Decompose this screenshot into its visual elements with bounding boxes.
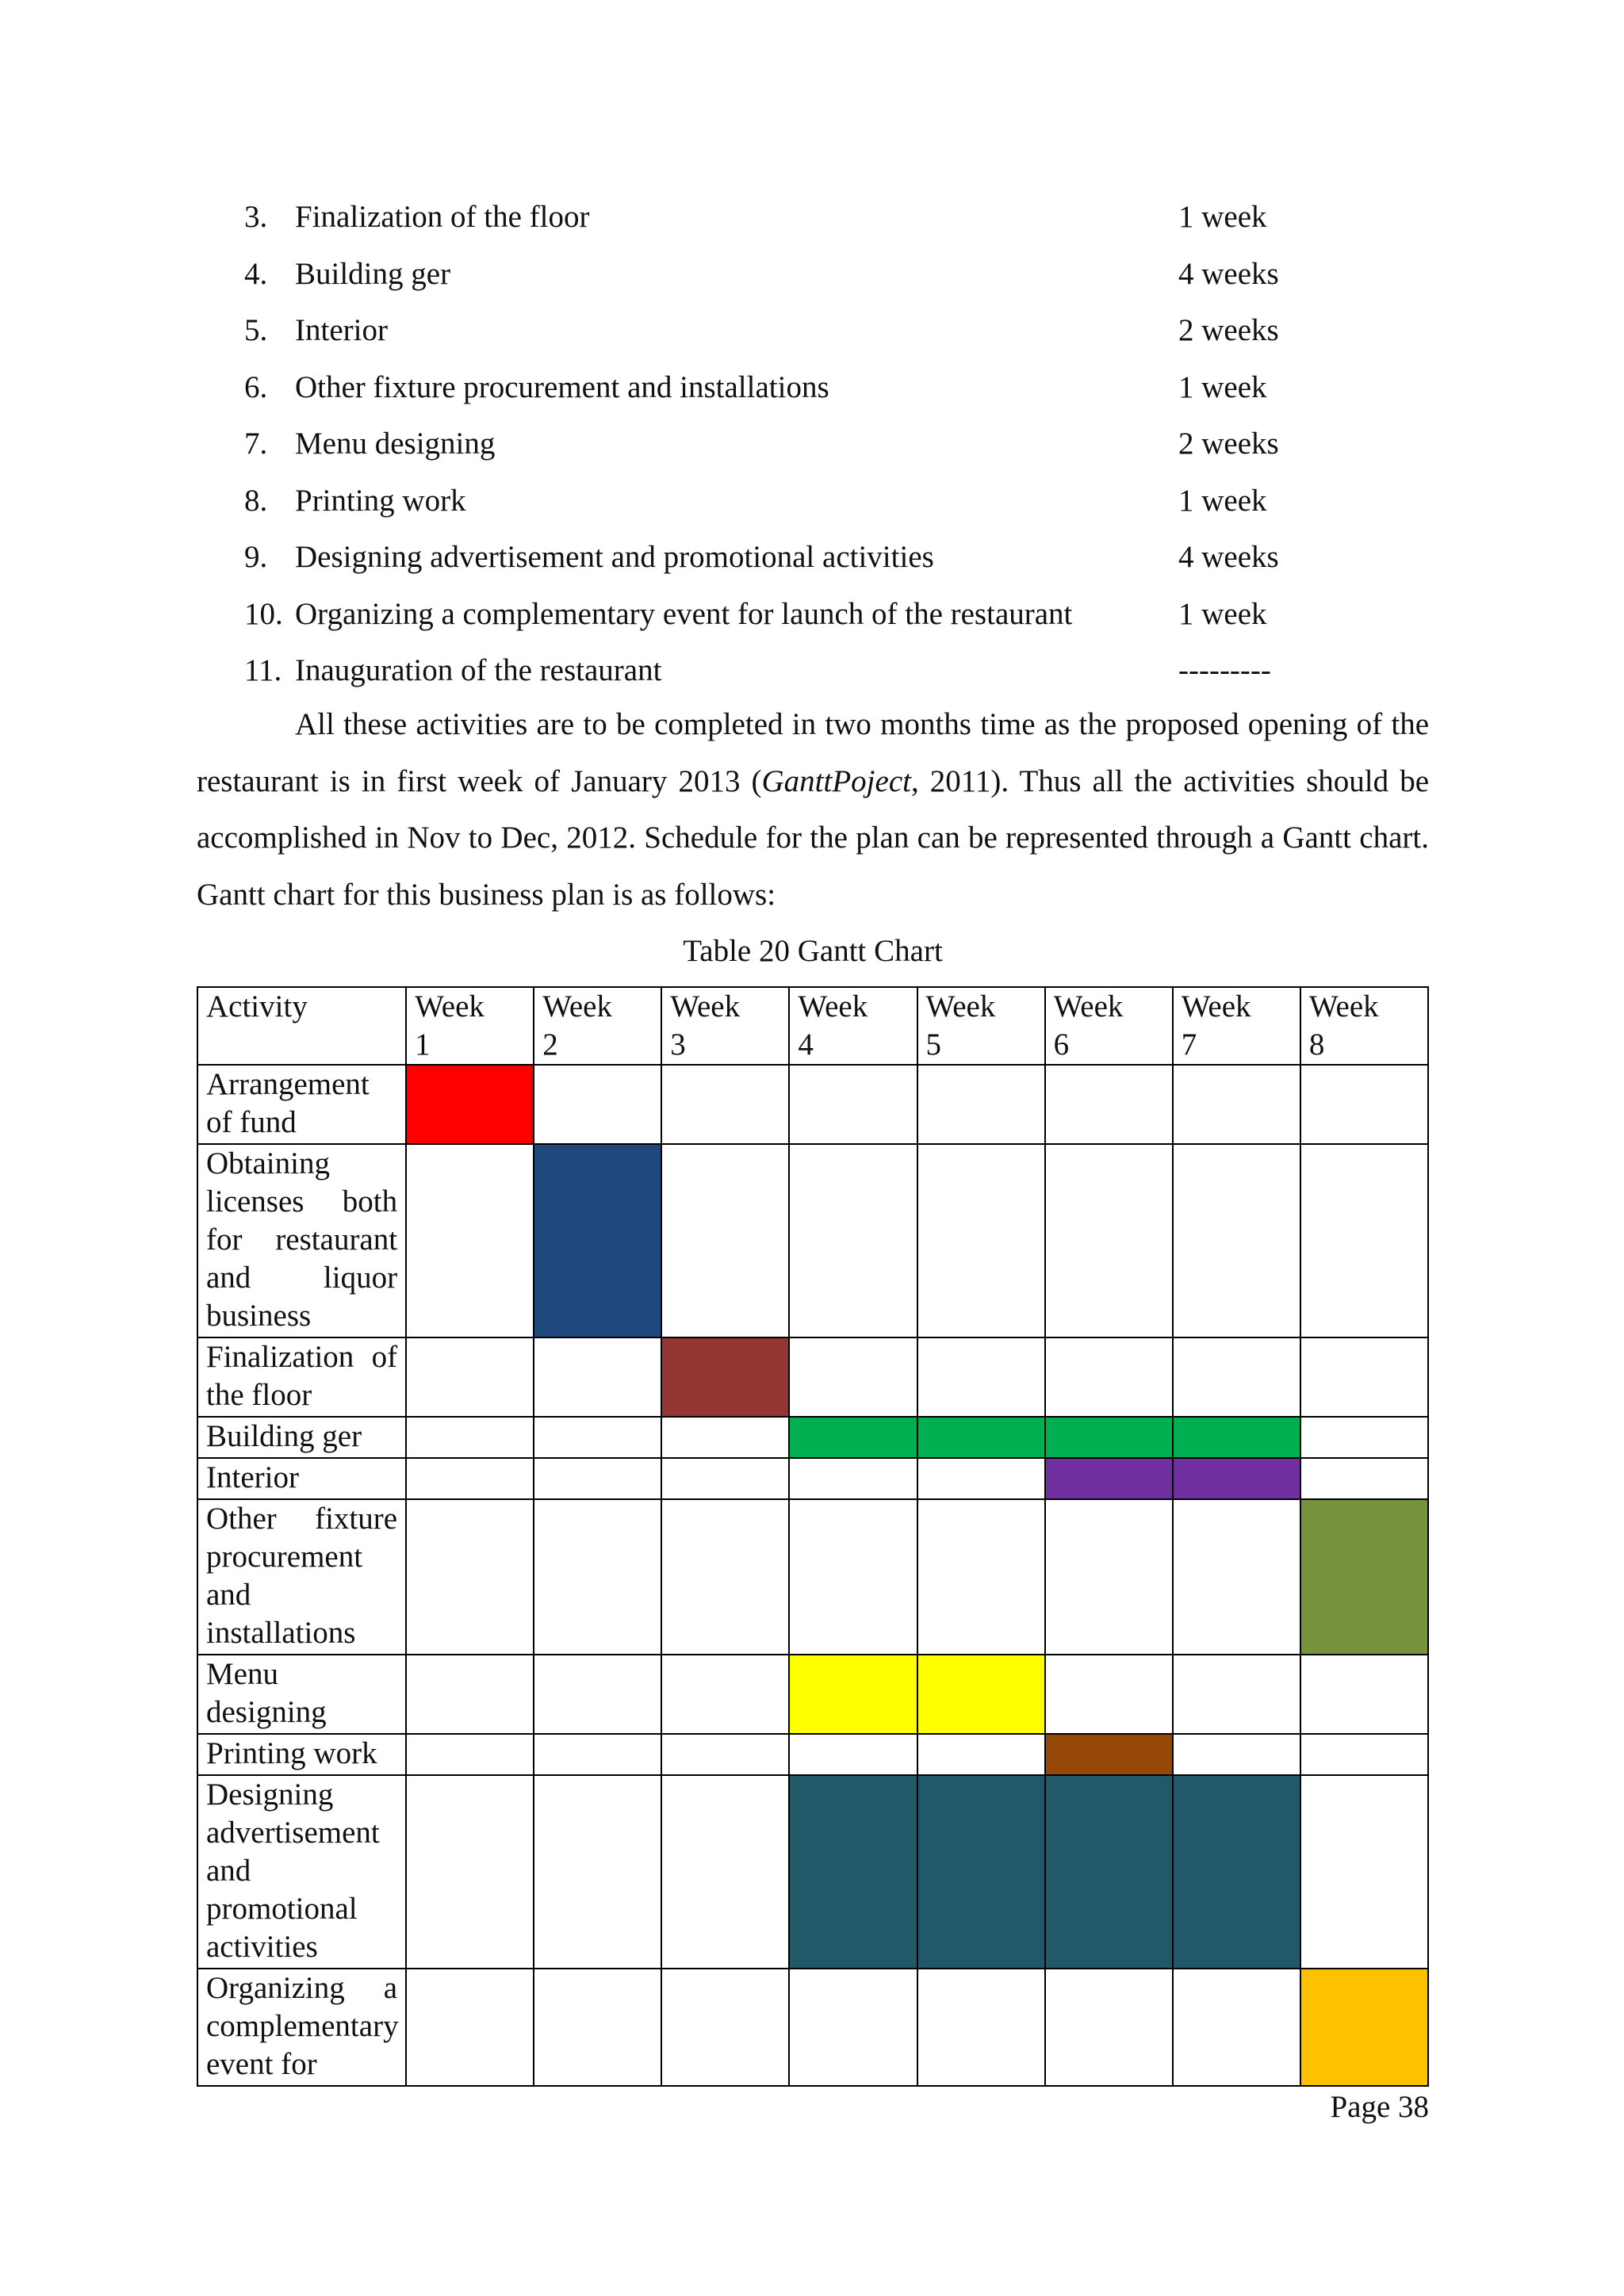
list-item-activity: Finalization of the floor xyxy=(295,200,590,234)
list-item-number: 5. xyxy=(244,313,268,347)
page-number: Page 38 xyxy=(1330,2090,1429,2124)
activity-cell: Interior xyxy=(197,1458,406,1499)
empty-week-cell xyxy=(534,1655,661,1734)
header-week-number: 2 xyxy=(542,1027,558,1062)
empty-week-cell xyxy=(789,1969,917,2086)
empty-week-cell xyxy=(534,1969,661,2086)
header-week-3 xyxy=(661,987,789,1065)
empty-week-cell xyxy=(534,1775,661,1969)
list-item-activity: Interior xyxy=(295,313,388,347)
activity-cell: Menu designing xyxy=(197,1655,406,1734)
table-row xyxy=(197,1969,1428,2086)
gantt-header-row xyxy=(197,987,1428,1065)
empty-week-cell xyxy=(917,1458,1045,1499)
empty-week-cell xyxy=(789,1499,917,1655)
activity-cell: Designing advertisement and promotional activities xyxy=(197,1775,406,1969)
empty-week-cell xyxy=(1300,1775,1428,1969)
empty-week-cell xyxy=(917,1065,1045,1144)
empty-week-cell xyxy=(917,1969,1045,2086)
empty-week-cell xyxy=(534,1417,661,1458)
empty-week-cell xyxy=(534,1337,661,1417)
gantt-bar-week-4 xyxy=(789,1775,917,1969)
empty-week-cell xyxy=(1173,1734,1300,1775)
list-item-duration: 4 weeks xyxy=(1178,540,1279,574)
body-paragraph xyxy=(197,696,1429,923)
gantt-bar-week-8 xyxy=(1300,1969,1428,2086)
empty-week-cell xyxy=(534,1499,661,1655)
header-week-number: 5 xyxy=(925,1027,942,1062)
empty-week-cell xyxy=(406,1775,534,1969)
gantt-bar-week-5 xyxy=(917,1655,1045,1734)
list-item xyxy=(244,246,1434,303)
empty-week-cell xyxy=(1300,1458,1428,1499)
table-row xyxy=(197,1337,1428,1417)
gantt-bar-week-6 xyxy=(1045,1775,1173,1969)
paragraph-citation: GanttPoject xyxy=(761,763,911,798)
list-item-number: 10. xyxy=(244,596,283,631)
header-week-4 xyxy=(789,987,917,1065)
header-week-number: 4 xyxy=(798,1027,814,1062)
list-item-duration: 1 week xyxy=(1178,483,1267,518)
empty-week-cell xyxy=(661,1458,789,1499)
table-row xyxy=(197,1144,1428,1337)
gantt-bar-week-7 xyxy=(1173,1417,1300,1458)
header-week-5 xyxy=(917,987,1045,1065)
empty-week-cell xyxy=(1045,1969,1173,2086)
empty-week-cell xyxy=(1300,1065,1428,1144)
header-week-word: Week xyxy=(670,989,741,1024)
empty-week-cell xyxy=(917,1337,1045,1417)
list-item xyxy=(244,302,1434,359)
empty-week-cell xyxy=(789,1065,917,1144)
header-week-word: Week xyxy=(542,989,612,1024)
table-row xyxy=(197,1734,1428,1775)
empty-week-cell xyxy=(1173,1144,1300,1337)
header-week-word: Week xyxy=(1053,989,1124,1024)
list-item-activity: Menu designing xyxy=(295,427,496,461)
gantt-bar-week-5 xyxy=(917,1775,1045,1969)
empty-week-cell xyxy=(661,1417,789,1458)
list-item xyxy=(244,529,1434,586)
gantt-chart-table xyxy=(197,986,1429,2087)
list-item-number: 3. xyxy=(244,200,268,234)
empty-week-cell xyxy=(1045,1337,1173,1417)
activity-cell: Finalization of the floor xyxy=(197,1337,406,1417)
list-item-activity: Organizing a complementary event for launch of the restaurant xyxy=(295,596,1073,631)
table-row xyxy=(197,1458,1428,1499)
gantt-bar-week-5 xyxy=(917,1417,1045,1458)
list-item-duration: --------- xyxy=(1178,653,1271,687)
gantt-bar-week-4 xyxy=(789,1655,917,1734)
header-week-word: Week xyxy=(415,989,485,1024)
empty-week-cell xyxy=(1173,1337,1300,1417)
gantt-bar-week-8 xyxy=(1300,1499,1428,1655)
header-week-7 xyxy=(1173,987,1300,1065)
empty-week-cell xyxy=(917,1499,1045,1655)
empty-week-cell xyxy=(789,1337,917,1417)
empty-week-cell xyxy=(661,1065,789,1144)
empty-week-cell xyxy=(406,1499,534,1655)
list-item-activity: Designing advertisement and promotional activities xyxy=(295,540,934,574)
empty-week-cell xyxy=(1045,1065,1173,1144)
empty-week-cell xyxy=(661,1655,789,1734)
activity-cell: Printing work xyxy=(197,1734,406,1775)
empty-week-cell xyxy=(661,1144,789,1337)
header-activity: Activity xyxy=(197,987,406,1065)
header-week-word: Week xyxy=(1181,989,1251,1024)
list-item-number: 6. xyxy=(244,369,268,404)
table-caption: Table 20 Gantt Chart xyxy=(683,934,943,968)
empty-week-cell xyxy=(534,1065,661,1144)
empty-week-cell xyxy=(1045,1655,1173,1734)
empty-week-cell xyxy=(1045,1499,1173,1655)
empty-week-cell xyxy=(406,1734,534,1775)
list-item-duration: 1 week xyxy=(1178,200,1267,234)
list-item-duration: 4 weeks xyxy=(1178,256,1279,291)
header-week-number: 3 xyxy=(670,1027,686,1062)
header-week-number: 1 xyxy=(415,1027,431,1062)
empty-week-cell xyxy=(789,1458,917,1499)
list-item xyxy=(244,586,1434,643)
activity-cell: Building ger xyxy=(197,1417,406,1458)
empty-week-cell xyxy=(917,1144,1045,1337)
list-item-activity: Inauguration of the restaurant xyxy=(295,653,662,687)
table-row xyxy=(197,1417,1428,1458)
list-item-duration: 1 week xyxy=(1178,369,1267,404)
header-week-1 xyxy=(406,987,534,1065)
list-item-number: 9. xyxy=(244,540,268,574)
empty-week-cell xyxy=(789,1144,917,1337)
table-row xyxy=(197,1655,1428,1734)
empty-week-cell xyxy=(1173,1655,1300,1734)
activity-cell: Arrangement of fund xyxy=(197,1065,406,1144)
table-row xyxy=(197,1775,1428,1969)
empty-week-cell xyxy=(1300,1144,1428,1337)
list-item xyxy=(244,415,1434,473)
list-item xyxy=(244,642,1434,699)
empty-week-cell xyxy=(661,1969,789,2086)
empty-week-cell xyxy=(406,1458,534,1499)
gantt-bar-week-6 xyxy=(1045,1458,1173,1499)
table-row xyxy=(197,1499,1428,1655)
activity-cell: Other fixture procurement and installations xyxy=(197,1499,406,1655)
gantt-bar-week-6 xyxy=(1045,1734,1173,1775)
empty-week-cell xyxy=(789,1734,917,1775)
empty-week-cell xyxy=(1045,1144,1173,1337)
empty-week-cell xyxy=(406,1417,534,1458)
empty-week-cell xyxy=(1300,1417,1428,1458)
empty-week-cell xyxy=(406,1969,534,2086)
list-item-number: 8. xyxy=(244,483,268,518)
list-item-activity: Printing work xyxy=(295,483,466,518)
list-item-activity: Building ger xyxy=(295,256,451,291)
activity-cell: Obtaining licenses both for restaurant and liquor business xyxy=(197,1144,406,1337)
list-item-number: 4. xyxy=(244,256,268,291)
empty-week-cell xyxy=(1300,1337,1428,1417)
list-item-duration: 2 weeks xyxy=(1178,313,1279,347)
empty-week-cell xyxy=(406,1337,534,1417)
gantt-bar-week-3 xyxy=(661,1337,789,1417)
activity-duration-list xyxy=(244,189,1434,699)
gantt-bar-week-7 xyxy=(1173,1458,1300,1499)
empty-week-cell xyxy=(661,1775,789,1969)
empty-week-cell xyxy=(1173,1499,1300,1655)
gantt-bar-week-7 xyxy=(1173,1775,1300,1969)
empty-week-cell xyxy=(406,1655,534,1734)
list-item-duration: 2 weeks xyxy=(1178,427,1279,461)
empty-week-cell xyxy=(1300,1734,1428,1775)
gantt-bar-week-6 xyxy=(1045,1417,1173,1458)
activity-cell: Organizing a complementary event for xyxy=(197,1969,406,2086)
header-week-number: 8 xyxy=(1308,1027,1325,1062)
list-item-number: 7. xyxy=(244,427,268,461)
header-week-word: Week xyxy=(925,989,996,1024)
list-item-duration: 1 week xyxy=(1178,596,1267,631)
empty-week-cell xyxy=(406,1144,534,1337)
gantt-bar-week-4 xyxy=(789,1417,917,1458)
header-week-number: 6 xyxy=(1053,1027,1070,1062)
list-item xyxy=(244,359,1434,416)
empty-week-cell xyxy=(661,1734,789,1775)
empty-week-cell xyxy=(1300,1655,1428,1734)
empty-week-cell xyxy=(1173,1065,1300,1144)
header-week-8 xyxy=(1300,987,1428,1065)
table-row xyxy=(197,1065,1428,1144)
header-week-number: 7 xyxy=(1181,1027,1197,1062)
list-item-activity: Other fixture procurement and installations xyxy=(295,369,829,404)
list-item xyxy=(244,473,1434,530)
empty-week-cell xyxy=(1173,1969,1300,2086)
list-item-number: 11. xyxy=(244,653,282,687)
empty-week-cell xyxy=(534,1734,661,1775)
paragraph-text-part2: , 2011). Thus all the activities should be accomplished in Nov to Dec, 2012. Schedule for the plan can be represented through a Gantt chart. Gantt chart for this business plan is as follows: xyxy=(197,763,1430,912)
header-week-2 xyxy=(534,987,661,1065)
header-week-word: Week xyxy=(798,989,868,1024)
header-week-word: Week xyxy=(1308,989,1379,1024)
header-week-6 xyxy=(1045,987,1173,1065)
empty-week-cell xyxy=(534,1458,661,1499)
empty-week-cell xyxy=(661,1499,789,1655)
gantt-bar-week-1 xyxy=(406,1065,534,1144)
gantt-bar-week-2 xyxy=(534,1144,661,1337)
paragraph-text-part1: All these activities are to be completed in two months time as the proposed opening of the restaurant is in first week of January 2013 ( xyxy=(197,707,1429,798)
list-item xyxy=(244,189,1434,246)
empty-week-cell xyxy=(917,1734,1045,1775)
